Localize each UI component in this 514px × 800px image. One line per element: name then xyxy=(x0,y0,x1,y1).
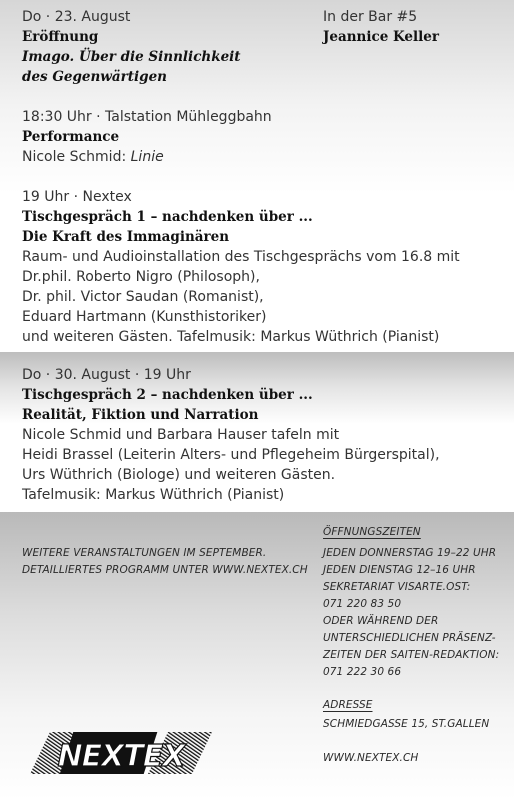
talk1-text-line: Raum- und Audioinstallation des Tischgesprächs vom 16.8 mit xyxy=(22,249,460,265)
more-events-line1: WEITERE VERANSTALTUNGEN IM SEPTEMBER. xyxy=(22,547,267,559)
talk1-time: 19 Uhr · Nextex xyxy=(22,189,132,205)
talk1-title-line2: Die Kraft des Immaginären xyxy=(22,229,230,245)
opening-hours-line: SEKRETARIAT VISARTE.OST: xyxy=(323,581,471,593)
event1-subtitle-line2: des Gegenwärtigen xyxy=(22,69,167,85)
address-text: SCHMIEDGASSE 15, ST.GALLEN xyxy=(323,718,490,730)
talk2-text-line: Tafelmusik: Markus Wüthrich (Pianist) xyxy=(22,487,285,503)
opening-hours-line: JEDEN DIENSTAG 12–16 UHR xyxy=(323,564,476,576)
talk1-text-line: Dr.phil. Roberto Nigro (Philosoph), xyxy=(22,269,260,285)
nextex-logo xyxy=(28,730,214,778)
opening-hours-line: ZEITEN DER SAITEN-REDAKTION: xyxy=(323,649,500,661)
bar-label: In der Bar #5 xyxy=(323,9,418,25)
event1-date: Do · 23. August xyxy=(22,9,131,25)
talk2-title-line2: Realität, Fiktion und Narration xyxy=(22,407,259,423)
website-link[interactable]: WWW.NEXTEX.CH xyxy=(323,752,419,764)
performance-credit xyxy=(22,148,164,166)
talk1-text-line: und weiteren Gästen. Tafelmusik: Markus Wüthrich (Pianist) xyxy=(22,329,440,345)
talk2-title-line1: Tischgespräch 2 – nachdenken über ... xyxy=(22,387,313,403)
performance-title: Performance xyxy=(22,129,120,145)
performance-artist: Nicole Schmid: xyxy=(22,149,131,165)
opening-hours-line: JEDEN DONNERSTAG 19–22 UHR xyxy=(323,547,497,559)
talk2-text-line: Nicole Schmid und Barbara Hauser tafeln mit xyxy=(22,427,340,443)
bar-artist: Jeannice Keller xyxy=(323,29,439,45)
performance-work: Linie xyxy=(130,149,164,165)
event1-title: Eröffnung xyxy=(22,29,99,45)
talk1-title-line1: Tischgespräch 1 – nachdenken über ... xyxy=(22,209,313,225)
address-heading: ADRESSE xyxy=(323,699,373,711)
opening-hours-line: 071 220 83 50 xyxy=(323,598,402,610)
opening-hours-line: UNTERSCHIEDLICHEN PRÄSENZ- xyxy=(323,632,496,644)
more-events-line2: DETAILLIERTES PROGRAMM UNTER WWW.NEXTEX.CH xyxy=(22,564,308,576)
talk2-text-line: Heidi Brassel (Leiterin Alters- und Pflegeheim Bürgerspital), xyxy=(22,447,440,463)
event2-date: Do · 30. August · 19 Uhr xyxy=(22,367,191,383)
talk2-text-line: Urs Wüthrich (Biologe) und weiteren Gästen. xyxy=(22,467,336,483)
opening-hours-line: ODER WÄHREND DER xyxy=(323,615,439,627)
talk1-text-line: Eduard Hartmann (Kunsthistoriker) xyxy=(22,309,267,325)
opening-hours-heading: ÖFFNUNGSZEITEN xyxy=(323,526,421,538)
opening-hours-line: 071 222 30 66 xyxy=(323,666,402,678)
performance-time: 18:30 Uhr · Talstation Mühleggbahn xyxy=(22,109,272,125)
event1-subtitle-line1: Imago. Über die Sinnlichkeit xyxy=(22,49,241,65)
logo-wordmark: NEXTEX xyxy=(57,739,185,774)
talk1-text-line: Dr. phil. Victor Saudan (Romanist), xyxy=(22,289,264,305)
